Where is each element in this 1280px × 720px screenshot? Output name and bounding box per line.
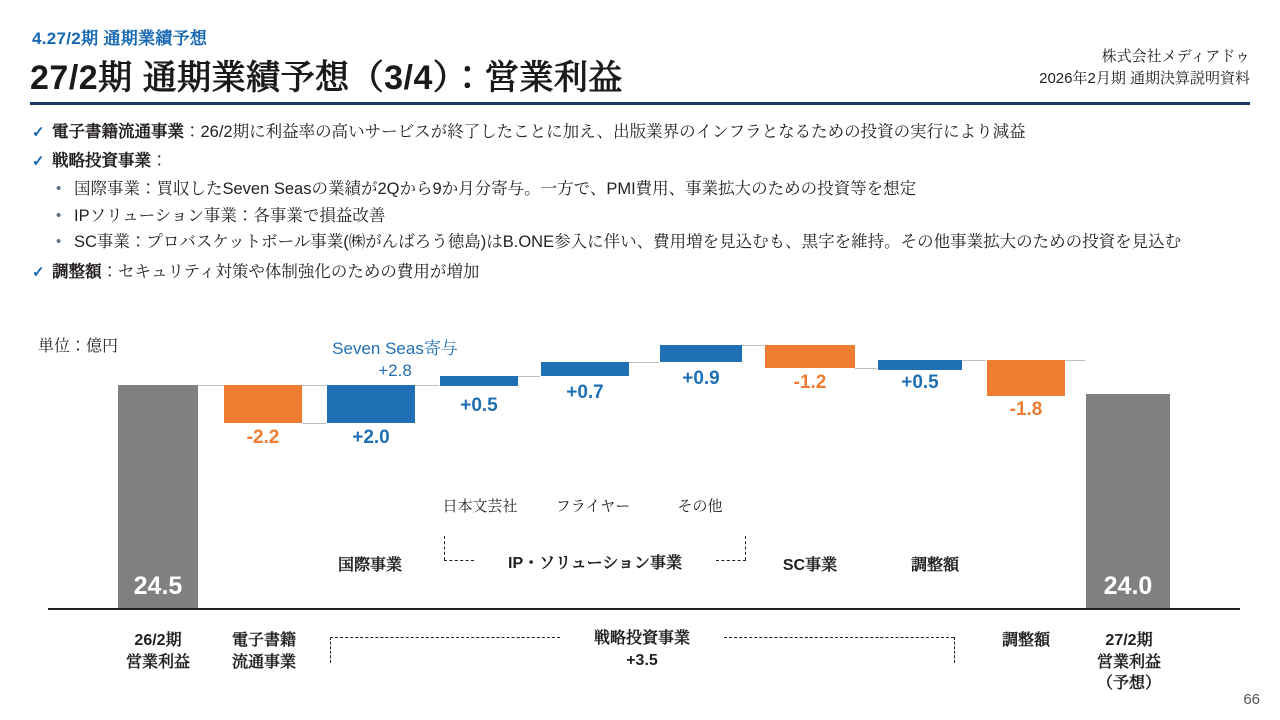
bracket-right-tick <box>745 536 746 560</box>
mid-label-other: その他 <box>677 498 723 515</box>
connector-line <box>1065 360 1085 361</box>
bar-adjustment-plus <box>878 360 962 370</box>
bottom-bracket-left <box>330 637 560 638</box>
bottom-bracket-label <box>542 628 742 671</box>
axis-label-line1: 26/2期 <box>134 632 182 649</box>
bullet-label: 戦略投資事業 <box>52 151 151 170</box>
bottom-bracket-left-tick <box>330 637 331 663</box>
axis-label-line1: 27/2期 <box>1105 632 1153 649</box>
bullet-item <box>32 120 1252 146</box>
check-icon: ✓ <box>32 152 45 170</box>
axis-label-line2: 流通事業 <box>231 653 296 671</box>
bar-nihonbungeisha <box>440 376 518 386</box>
group-label-ip-solution: IP・ソリューション事業 <box>508 555 682 572</box>
chart-unit-label: 単位：億円 <box>38 338 119 355</box>
bar-value-label: -2.2 <box>246 427 280 448</box>
sub-bullet-item <box>56 177 1252 203</box>
axis-label-line2: 営業利益 <box>1096 653 1161 671</box>
bracket-left-line <box>444 560 474 561</box>
bullet-label: 電子書籍流通事業 <box>52 123 184 141</box>
connector-line <box>742 345 764 346</box>
group-label-adjustment: 調整額 <box>910 557 959 574</box>
waterfall-chart <box>0 300 1280 630</box>
axis-label-ebook <box>212 630 316 673</box>
annotation-seven-seas-line2: +2.8 <box>378 361 412 381</box>
connector-line <box>198 385 226 386</box>
bar-value-label: +0.9 <box>682 368 720 389</box>
connector-line <box>518 376 540 377</box>
page-number: 66 <box>1243 691 1260 708</box>
company-name: 株式会社メディアドゥ <box>1101 48 1250 65</box>
connector-line <box>855 368 877 369</box>
group-label-international: 国際事業 <box>337 557 402 574</box>
bar-value-label: +0.7 <box>566 382 604 403</box>
group-label-sc: SC事業 <box>782 557 838 574</box>
connector-line <box>415 385 439 386</box>
connector-line <box>629 362 659 363</box>
bar-value-label: -1.8 <box>1009 399 1043 420</box>
bracket-left-tick <box>444 536 445 560</box>
axis-label-end <box>1078 630 1180 695</box>
slide-eyebrow: 4.27/2期 通期業績予想 <box>32 29 208 48</box>
bullet-dot-icon: • <box>56 233 62 251</box>
bar-sc-business <box>765 345 855 368</box>
axis-label-adjustment <box>976 630 1076 652</box>
axis-label-line1: 調整額 <box>1001 632 1050 649</box>
document-subtitle: 2026年2月期 通期決算説明資料 <box>1039 69 1250 87</box>
bullet-item <box>32 260 1252 286</box>
bar-value-label: +2.0 <box>352 427 390 448</box>
bar-international <box>327 385 415 423</box>
bullet-text <box>52 149 168 175</box>
sub-bullet-item <box>56 204 1252 230</box>
bottom-bracket-label-line2: +3.5 <box>626 651 658 669</box>
sub-bullet-text: IPソリューション事業：各事業で損益改善 <box>74 206 386 225</box>
bottom-bracket-right <box>724 637 954 638</box>
axis-label-line2: 営業利益 <box>125 653 190 671</box>
page-title: 27/2期 通期業績予想（3/4）：営業利益 <box>30 59 623 97</box>
corporate-info <box>1039 46 1250 90</box>
bar-value-label: 24.5 <box>133 572 183 600</box>
bar-value-label: +0.5 <box>901 372 939 393</box>
annotation-seven-seas-line1: Seven Seas寄与 <box>332 339 458 358</box>
header-divider <box>30 102 1250 105</box>
bullet-text <box>52 120 1026 146</box>
bullet-body: ： <box>151 151 168 170</box>
bar-value-label: -1.2 <box>793 372 827 393</box>
axis-label-line1: 電子書籍 <box>231 632 296 649</box>
connector-line <box>302 423 326 424</box>
bullet-label: 調整額 <box>52 262 102 281</box>
axis-label-start <box>108 630 208 673</box>
bottom-bracket-label-line1: 戦略投資事業 <box>593 630 690 647</box>
bullet-body: ：26/2期に利益率の高いサービスが終了したことに加え、出版業界のインフラとなるための投資の実行により減益 <box>184 123 1026 141</box>
bullet-dot-icon: • <box>56 206 62 224</box>
bar-value-label: +0.5 <box>460 395 498 416</box>
bar-ebook-distribution <box>224 385 302 423</box>
bullet-list <box>32 120 1252 288</box>
bullet-text <box>52 260 479 286</box>
axis-label-line3: （予想） <box>1096 675 1161 693</box>
connector-line <box>302 385 326 386</box>
check-icon: ✓ <box>32 263 45 281</box>
sub-bullet-text: SC事業：プロバスケットボール事業(㈱がんばろう徳島)はB.ONE参入に伴い、費用増を見込むも、黒字を維持。その他事業拡大のための投資を見込む <box>74 233 1182 252</box>
bar-flier <box>541 362 629 376</box>
sub-bullet-item <box>56 230 1252 256</box>
mid-label-flier: フライヤー <box>555 498 631 515</box>
bottom-bracket-right-tick <box>954 637 955 663</box>
bullet-body: ：セキュリティ対策や体制強化のための費用が増加 <box>101 262 480 281</box>
connector-line <box>962 360 986 361</box>
chart-baseline <box>48 608 1240 610</box>
bullet-item <box>32 149 1252 175</box>
bar-adjustment <box>987 360 1065 396</box>
bar-value-label: 24.0 <box>1103 572 1153 600</box>
bullet-dot-icon: • <box>56 180 62 198</box>
bar-other <box>660 345 742 362</box>
sub-bullet-text: 国際事業：買収したSeven Seasの業績が2Qから9か月分寄与。一方で、PMI費用、事業拡大のための投資等を想定 <box>74 180 917 199</box>
bracket-right-line <box>716 560 746 561</box>
check-icon: ✓ <box>32 124 45 141</box>
mid-label-nihonbungeisha: 日本文芸社 <box>442 498 518 515</box>
